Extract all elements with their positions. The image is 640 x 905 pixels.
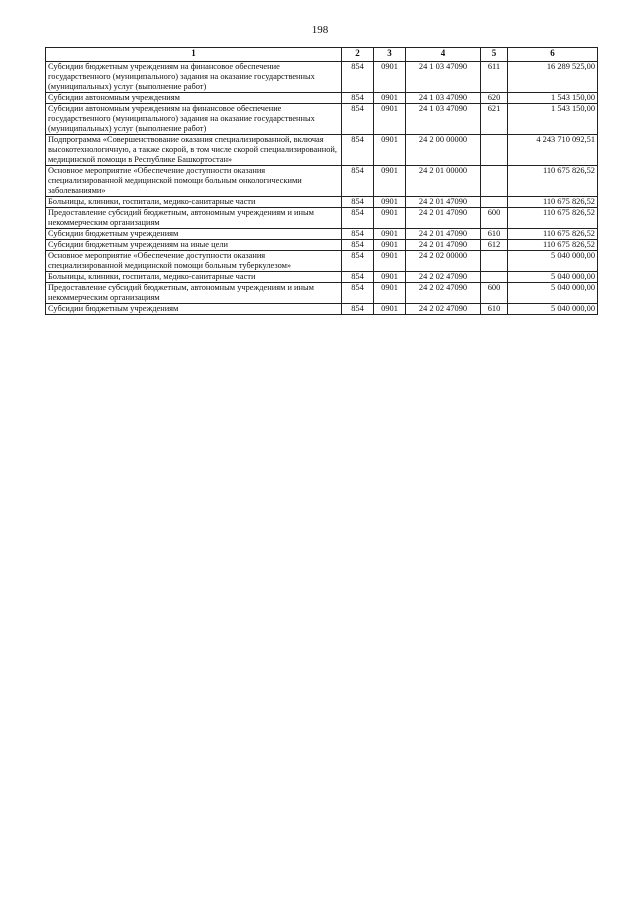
section-code-cell: 0901 bbox=[374, 166, 406, 197]
target-article-cell: 24 2 02 47090 bbox=[406, 272, 481, 283]
row-name-cell: Субсидии автономным учреждениям bbox=[46, 93, 342, 104]
table-row bbox=[46, 283, 598, 304]
table-header-row bbox=[46, 48, 598, 62]
column-header: 6 bbox=[508, 48, 598, 62]
expense-type-cell: 611 bbox=[481, 62, 508, 93]
table-row bbox=[46, 104, 598, 135]
section-code-cell: 0901 bbox=[374, 240, 406, 251]
table-row bbox=[46, 93, 598, 104]
row-name-cell: Основное мероприятие «Обеспечение доступности оказания специализированной медицинской помощи больным туберкулезом» bbox=[46, 251, 342, 272]
ved-code-cell: 854 bbox=[342, 240, 374, 251]
column-header: 5 bbox=[481, 48, 508, 62]
page-number: 198 bbox=[311, 24, 329, 36]
target-article-cell: 24 1 03 47090 bbox=[406, 93, 481, 104]
expense-type-cell bbox=[481, 166, 508, 197]
section-code-cell: 0901 bbox=[374, 229, 406, 240]
table-row bbox=[46, 208, 598, 229]
table-row bbox=[46, 251, 598, 272]
section-code-cell: 0901 bbox=[374, 93, 406, 104]
target-article-cell: 24 1 03 47090 bbox=[406, 104, 481, 135]
expense-type-cell: 600 bbox=[481, 208, 508, 229]
table-body bbox=[46, 62, 598, 315]
section-code-cell: 0901 bbox=[374, 251, 406, 272]
row-name-cell: Основное мероприятие «Обеспечение доступности оказания специализированной медицинской помощи больным онкологическими заболеваниями» bbox=[46, 166, 342, 197]
column-header: 1 bbox=[46, 48, 342, 62]
expense-type-cell bbox=[481, 135, 508, 166]
expense-type-cell bbox=[481, 197, 508, 208]
amount-cell: 16 289 525,00 bbox=[508, 62, 598, 93]
row-name-cell: Субсидии бюджетным учреждениям bbox=[46, 304, 342, 315]
ved-code-cell: 854 bbox=[342, 208, 374, 229]
amount-cell: 110 675 826,52 bbox=[508, 229, 598, 240]
row-name-cell: Больницы, клиники, госпитали, медико-санитарные части bbox=[46, 272, 342, 283]
section-code-cell: 0901 bbox=[374, 283, 406, 304]
ved-code-cell: 854 bbox=[342, 62, 374, 93]
amount-cell: 4 243 710 092,51 bbox=[508, 135, 598, 166]
column-header: 4 bbox=[406, 48, 481, 62]
ved-code-cell: 854 bbox=[342, 166, 374, 197]
expense-type-cell: 612 bbox=[481, 240, 508, 251]
section-code-cell: 0901 bbox=[374, 208, 406, 229]
ved-code-cell: 854 bbox=[342, 197, 374, 208]
expense-type-cell: 610 bbox=[481, 304, 508, 315]
amount-cell: 110 675 826,52 bbox=[508, 208, 598, 229]
table-row bbox=[46, 62, 598, 93]
amount-cell: 5 040 000,00 bbox=[508, 304, 598, 315]
amount-cell: 5 040 000,00 bbox=[508, 283, 598, 304]
ved-code-cell: 854 bbox=[342, 229, 374, 240]
row-name-cell: Субсидии бюджетным учреждениям bbox=[46, 229, 342, 240]
expense-type-cell bbox=[481, 272, 508, 283]
section-code-cell: 0901 bbox=[374, 304, 406, 315]
table-row bbox=[46, 166, 598, 197]
target-article-cell: 24 2 02 47090 bbox=[406, 304, 481, 315]
column-header: 2 bbox=[342, 48, 374, 62]
target-article-cell: 24 2 01 47090 bbox=[406, 229, 481, 240]
ved-code-cell: 854 bbox=[342, 272, 374, 283]
table-row bbox=[46, 229, 598, 240]
ved-code-cell: 854 bbox=[342, 135, 374, 166]
expense-type-cell: 621 bbox=[481, 104, 508, 135]
ved-code-cell: 854 bbox=[342, 283, 374, 304]
table-row bbox=[46, 304, 598, 315]
amount-cell: 110 675 826,52 bbox=[508, 240, 598, 251]
section-code-cell: 0901 bbox=[374, 62, 406, 93]
expense-type-cell: 600 bbox=[481, 283, 508, 304]
table-row bbox=[46, 240, 598, 251]
table-row bbox=[46, 272, 598, 283]
expense-type-cell: 620 bbox=[481, 93, 508, 104]
ved-code-cell: 854 bbox=[342, 104, 374, 135]
target-article-cell: 24 2 01 47090 bbox=[406, 208, 481, 229]
target-article-cell: 24 1 03 47090 bbox=[406, 62, 481, 93]
expense-type-cell bbox=[481, 251, 508, 272]
row-name-cell: Субсидии бюджетным учреждениям на финансовое обеспечение государственного (муниципального) задания на оказание государственных (муниципальных) услуг (выполнение работ) bbox=[46, 62, 342, 93]
section-code-cell: 0901 bbox=[374, 135, 406, 166]
target-article-cell: 24 2 01 00000 bbox=[406, 166, 481, 197]
amount-cell: 110 675 826,52 bbox=[508, 166, 598, 197]
row-name-cell: Предоставление субсидий бюджетным, автономным учреждениям и иным некоммерческим организациям bbox=[46, 208, 342, 229]
amount-cell: 5 040 000,00 bbox=[508, 272, 598, 283]
row-name-cell: Субсидии бюджетным учреждениям на иные цели bbox=[46, 240, 342, 251]
table-row bbox=[46, 135, 598, 166]
row-name-cell: Предоставление субсидий бюджетным, автономным учреждениям и иным некоммерческим организациям bbox=[46, 283, 342, 304]
row-name-cell: Подпрограмма «Совершенствование оказания специализированной, включая высокотехнологичную, а также скорой, в том числе скорой специализированной, медицинской помощи в Республике Башкортостан» bbox=[46, 135, 342, 166]
section-code-cell: 0901 bbox=[374, 272, 406, 283]
target-article-cell: 24 2 02 47090 bbox=[406, 283, 481, 304]
column-header: 3 bbox=[374, 48, 406, 62]
section-code-cell: 0901 bbox=[374, 104, 406, 135]
section-code-cell: 0901 bbox=[374, 197, 406, 208]
budget-table bbox=[45, 47, 598, 315]
amount-cell: 1 543 150,00 bbox=[508, 104, 598, 135]
row-name-cell: Больницы, клиники, госпитали, медико-санитарные части bbox=[46, 197, 342, 208]
ved-code-cell: 854 bbox=[342, 251, 374, 272]
amount-cell: 1 543 150,00 bbox=[508, 93, 598, 104]
target-article-cell: 24 2 00 00000 bbox=[406, 135, 481, 166]
target-article-cell: 24 2 01 47090 bbox=[406, 240, 481, 251]
target-article-cell: 24 2 02 00000 bbox=[406, 251, 481, 272]
expense-type-cell: 610 bbox=[481, 229, 508, 240]
ved-code-cell: 854 bbox=[342, 304, 374, 315]
ved-code-cell: 854 bbox=[342, 93, 374, 104]
amount-cell: 110 675 826,52 bbox=[508, 197, 598, 208]
row-name-cell: Субсидии автономным учреждениям на финансовое обеспечение государственного (муниципального) задания на оказание государственных (муниципальных) услуг (выполнение работ) bbox=[46, 104, 342, 135]
amount-cell: 5 040 000,00 bbox=[508, 251, 598, 272]
table-row bbox=[46, 197, 598, 208]
target-article-cell: 24 2 01 47090 bbox=[406, 197, 481, 208]
